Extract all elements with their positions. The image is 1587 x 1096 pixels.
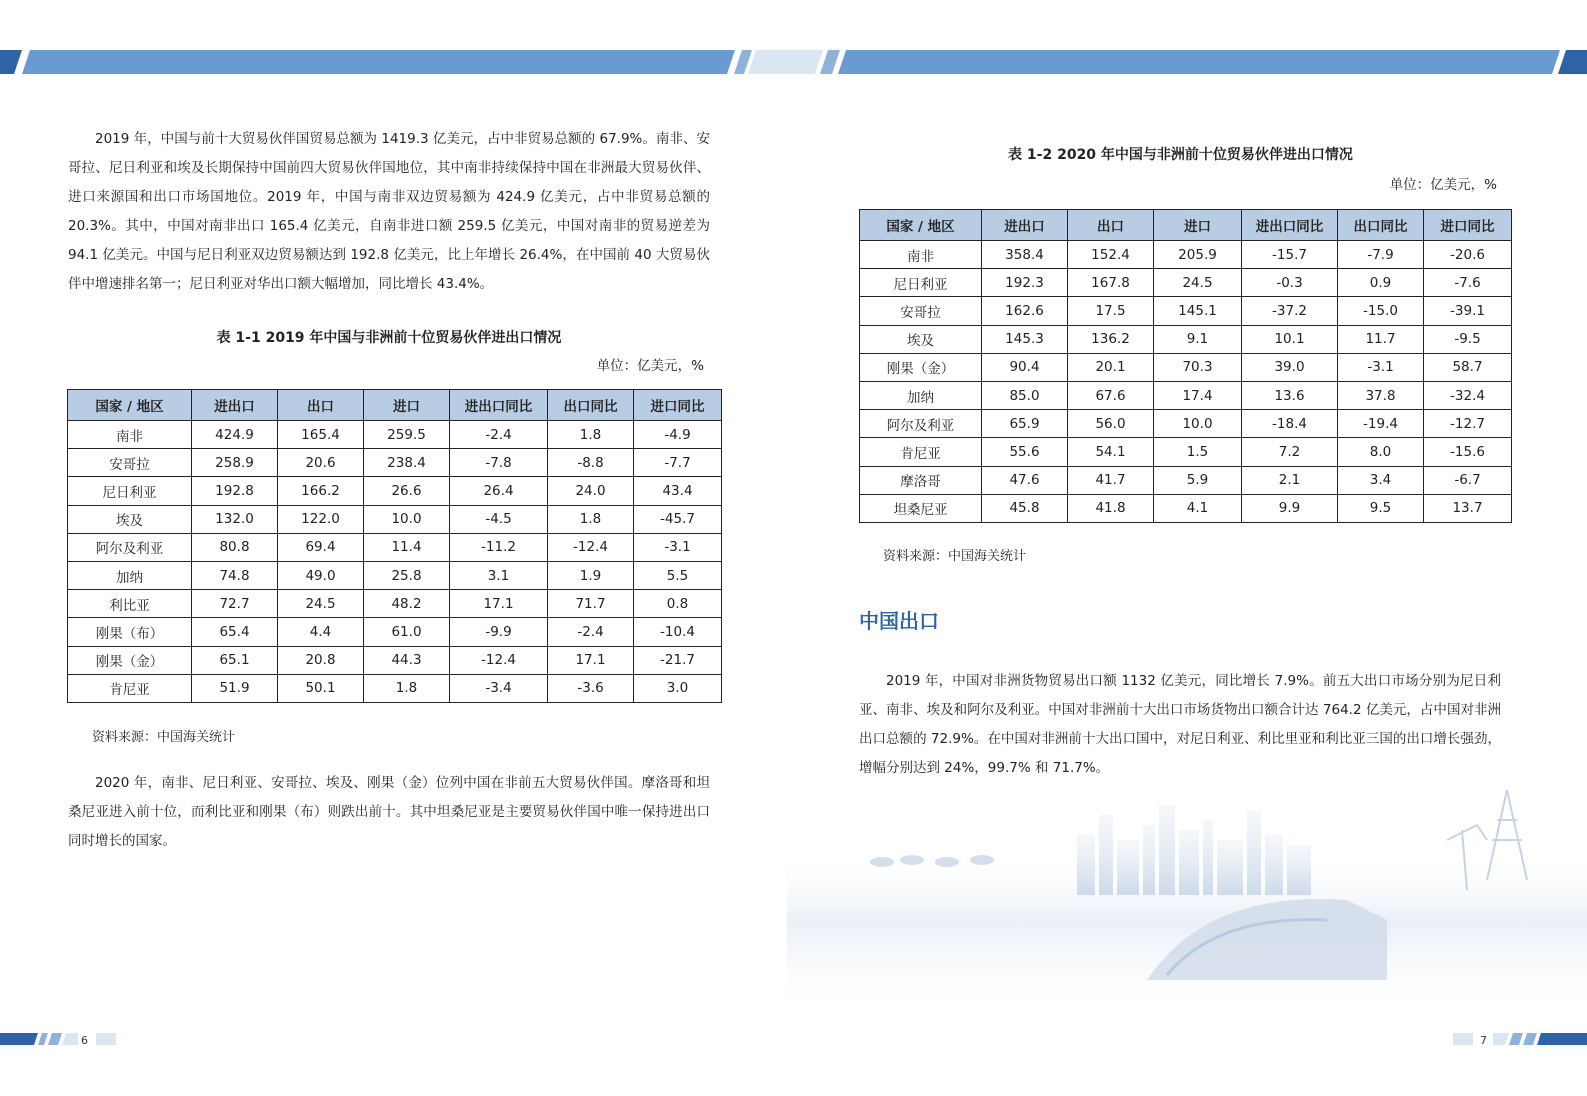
value-cell: 1.9 bbox=[548, 561, 634, 589]
value-cell: 8.0 bbox=[1338, 438, 1424, 466]
value-cell: 48.2 bbox=[364, 590, 450, 618]
table-row bbox=[68, 674, 722, 702]
country-cell: 安哥拉 bbox=[68, 449, 192, 477]
value-cell: 80.8 bbox=[192, 533, 278, 561]
value-cell: -32.4 bbox=[1424, 381, 1512, 409]
page-number-left: 6 bbox=[81, 1034, 88, 1047]
value-cell: 39.0 bbox=[1242, 353, 1338, 381]
value-cell: 259.5 bbox=[364, 421, 450, 449]
value-cell: -19.4 bbox=[1338, 410, 1424, 438]
value-cell: -4.5 bbox=[450, 505, 548, 533]
value-cell: 1.8 bbox=[548, 505, 634, 533]
value-cell: 90.4 bbox=[982, 353, 1068, 381]
value-cell: 136.2 bbox=[1068, 325, 1154, 353]
column-header: 进出口 bbox=[982, 210, 1068, 241]
value-cell: 51.9 bbox=[192, 674, 278, 702]
value-cell: 71.7 bbox=[548, 590, 634, 618]
country-cell: 肯尼亚 bbox=[68, 674, 192, 702]
table-header-row bbox=[68, 390, 722, 421]
value-cell: 145.3 bbox=[982, 325, 1068, 353]
value-cell: 56.0 bbox=[1068, 410, 1154, 438]
value-cell: -12.4 bbox=[450, 646, 548, 674]
value-cell: 24.5 bbox=[1154, 269, 1242, 297]
value-cell: 49.0 bbox=[278, 561, 364, 589]
value-cell: 166.2 bbox=[278, 477, 364, 505]
country-cell: 刚果（布） bbox=[68, 618, 192, 646]
value-cell: 0.8 bbox=[634, 590, 722, 618]
value-cell: -21.7 bbox=[634, 646, 722, 674]
value-cell: -11.2 bbox=[450, 533, 548, 561]
value-cell: -18.4 bbox=[1242, 410, 1338, 438]
value-cell: 54.1 bbox=[1068, 438, 1154, 466]
value-cell: -6.7 bbox=[1424, 466, 1512, 494]
value-cell: -3.1 bbox=[1338, 353, 1424, 381]
value-cell: 72.7 bbox=[192, 590, 278, 618]
value-cell: -3.4 bbox=[450, 674, 548, 702]
left-page bbox=[0, 0, 793, 1096]
table-row bbox=[68, 561, 722, 589]
value-cell: 17.1 bbox=[450, 590, 548, 618]
value-cell: 58.7 bbox=[1424, 353, 1512, 381]
country-cell: 南非 bbox=[68, 421, 192, 449]
table-1-2-unit: 单位：亿美元，% bbox=[1389, 177, 1497, 193]
table-1-1-caption: 表 1-1 2019 年中国与非洲前十位贸易伙伴进出口情况 bbox=[216, 330, 562, 346]
value-cell: 192.3 bbox=[982, 269, 1068, 297]
table-1-2-caption: 表 1-2 2020 年中国与非洲前十位贸易伙伴进出口情况 bbox=[1008, 147, 1353, 163]
table-row bbox=[860, 297, 1512, 325]
value-cell: 26.6 bbox=[364, 477, 450, 505]
value-cell: 65.9 bbox=[982, 410, 1068, 438]
value-cell: 162.6 bbox=[982, 297, 1068, 325]
value-cell: 9.5 bbox=[1338, 494, 1424, 522]
value-cell: 74.8 bbox=[192, 561, 278, 589]
column-header: 出口同比 bbox=[1338, 210, 1424, 241]
table-row bbox=[860, 410, 1512, 438]
value-cell: 17.4 bbox=[1154, 381, 1242, 409]
country-cell: 利比亚 bbox=[68, 590, 192, 618]
country-cell: 南非 bbox=[860, 241, 982, 269]
value-cell: 37.8 bbox=[1338, 381, 1424, 409]
table-row bbox=[68, 449, 722, 477]
country-cell: 刚果（金） bbox=[860, 353, 982, 381]
value-cell: 0.9 bbox=[1338, 269, 1424, 297]
table-row bbox=[860, 325, 1512, 353]
country-cell: 埃及 bbox=[860, 325, 982, 353]
value-cell: -9.5 bbox=[1424, 325, 1512, 353]
value-cell: 26.4 bbox=[450, 477, 548, 505]
value-cell: 10.0 bbox=[364, 505, 450, 533]
value-cell: 70.3 bbox=[1154, 353, 1242, 381]
value-cell: 61.0 bbox=[364, 618, 450, 646]
table-row bbox=[68, 477, 722, 505]
value-cell: 7.2 bbox=[1242, 438, 1338, 466]
table-row bbox=[68, 618, 722, 646]
value-cell: 205.9 bbox=[1154, 241, 1242, 269]
value-cell: -12.4 bbox=[548, 533, 634, 561]
value-cell: -9.9 bbox=[450, 618, 548, 646]
section-title-china-export: 中国出口 bbox=[859, 609, 939, 633]
right-page bbox=[793, 0, 1587, 1096]
value-cell: 5.5 bbox=[634, 561, 722, 589]
value-cell: -2.4 bbox=[450, 421, 548, 449]
intro-paragraph: 2019 年，中国与前十大贸易伙伴国贸易总额为 1419.3 亿美元，占中非贸易总额的 67.9%。南非、安哥拉、尼日利亚和埃及长期保持中国前四大贸易伙伴国地位，其中南非持续保持中国在非洲最大贸易伙伴、进口来源国和出口市场国地位。2019 年，中国与南非双边贸易额为 424.9 亿美元，占中非贸易总额的 20.3%。其中，中国对南非出口 165.4 亿美元，自南非进口额 259.5 亿美元，中国对南非的贸易逆差为 94.1 亿美元。中国与尼日利亚双边贸易额达到 192.8 亿美元，比上年增长 26.4%，在中国前 40 大贸易伙伴中增速排名第一；尼日利亚对华出口额大幅增加，同比增长 43.4%。 bbox=[68, 131, 710, 292]
paragraph-2020: 2020 年，南非、尼日利亚、安哥拉、埃及、刚果（金）位列中国在非前五大贸易伙伴国。摩洛哥和坦桑尼亚进入前十位，而利比亚和刚果（布）则跌出前十。其中坦桑尼亚是主要贸易伙伴国中唯一保持进出口同时增长的国家。 bbox=[68, 775, 710, 849]
value-cell: -7.8 bbox=[450, 449, 548, 477]
value-cell: -20.6 bbox=[1424, 241, 1512, 269]
table-row bbox=[68, 533, 722, 561]
value-cell: -39.1 bbox=[1424, 297, 1512, 325]
value-cell: -15.0 bbox=[1338, 297, 1424, 325]
table-row bbox=[68, 590, 722, 618]
table-1-1 bbox=[67, 389, 722, 703]
column-header: 国家 / 地区 bbox=[860, 210, 982, 241]
value-cell: 41.7 bbox=[1068, 466, 1154, 494]
table-1-2-source: 资料来源：中国海关统计 bbox=[883, 549, 1027, 564]
value-cell: 41.8 bbox=[1068, 494, 1154, 522]
value-cell: 238.4 bbox=[364, 449, 450, 477]
value-cell: 9.1 bbox=[1154, 325, 1242, 353]
table-row bbox=[860, 494, 1512, 522]
value-cell: 25.8 bbox=[364, 561, 450, 589]
value-cell: 4.1 bbox=[1154, 494, 1242, 522]
column-header: 出口 bbox=[278, 390, 364, 421]
country-cell: 加纳 bbox=[68, 561, 192, 589]
table-header-row bbox=[860, 210, 1512, 241]
table-row bbox=[860, 466, 1512, 494]
country-cell: 埃及 bbox=[68, 505, 192, 533]
table-row bbox=[68, 505, 722, 533]
column-header: 国家 / 地区 bbox=[68, 390, 192, 421]
value-cell: 17.1 bbox=[548, 646, 634, 674]
country-cell: 加纳 bbox=[860, 381, 982, 409]
value-cell: 85.0 bbox=[982, 381, 1068, 409]
value-cell: 4.4 bbox=[278, 618, 364, 646]
table-1-1-unit: 单位：亿美元，% bbox=[596, 358, 704, 374]
value-cell: 145.1 bbox=[1154, 297, 1242, 325]
country-cell: 坦桑尼亚 bbox=[860, 494, 982, 522]
value-cell: 44.3 bbox=[364, 646, 450, 674]
value-cell: 3.1 bbox=[450, 561, 548, 589]
country-cell: 尼日利亚 bbox=[860, 269, 982, 297]
country-cell: 肯尼亚 bbox=[860, 438, 982, 466]
column-header: 进口同比 bbox=[634, 390, 722, 421]
value-cell: -7.7 bbox=[634, 449, 722, 477]
column-header: 进口 bbox=[1154, 210, 1242, 241]
value-cell: 11.4 bbox=[364, 533, 450, 561]
value-cell: 258.9 bbox=[192, 449, 278, 477]
value-cell: 165.4 bbox=[278, 421, 364, 449]
column-header: 出口同比 bbox=[548, 390, 634, 421]
value-cell: 13.6 bbox=[1242, 381, 1338, 409]
value-cell: 152.4 bbox=[1068, 241, 1154, 269]
table-row bbox=[68, 646, 722, 674]
value-cell: 69.4 bbox=[278, 533, 364, 561]
column-header: 进口 bbox=[364, 390, 450, 421]
value-cell: -7.9 bbox=[1338, 241, 1424, 269]
table-1-2 bbox=[859, 209, 1512, 523]
value-cell: 65.4 bbox=[192, 618, 278, 646]
value-cell: 13.7 bbox=[1424, 494, 1512, 522]
value-cell: -12.7 bbox=[1424, 410, 1512, 438]
table-row bbox=[860, 381, 1512, 409]
value-cell: 1.8 bbox=[364, 674, 450, 702]
country-cell: 安哥拉 bbox=[860, 297, 982, 325]
value-cell: 67.6 bbox=[1068, 381, 1154, 409]
value-cell: 43.4 bbox=[634, 477, 722, 505]
value-cell: -37.2 bbox=[1242, 297, 1338, 325]
value-cell: 122.0 bbox=[278, 505, 364, 533]
country-cell: 阿尔及利亚 bbox=[68, 533, 192, 561]
value-cell: 50.1 bbox=[278, 674, 364, 702]
column-header: 进口同比 bbox=[1424, 210, 1512, 241]
value-cell: 167.8 bbox=[1068, 269, 1154, 297]
value-cell: 132.0 bbox=[192, 505, 278, 533]
value-cell: 20.6 bbox=[278, 449, 364, 477]
value-cell: 20.1 bbox=[1068, 353, 1154, 381]
column-header: 进出口 bbox=[192, 390, 278, 421]
table-row bbox=[860, 438, 1512, 466]
value-cell: 192.8 bbox=[192, 477, 278, 505]
value-cell: 3.0 bbox=[634, 674, 722, 702]
value-cell: -2.4 bbox=[548, 618, 634, 646]
column-header: 进出口同比 bbox=[450, 390, 548, 421]
value-cell: 47.6 bbox=[982, 466, 1068, 494]
value-cell: 424.9 bbox=[192, 421, 278, 449]
value-cell: 17.5 bbox=[1068, 297, 1154, 325]
value-cell: 1.5 bbox=[1154, 438, 1242, 466]
table-row bbox=[860, 269, 1512, 297]
value-cell: 10.1 bbox=[1242, 325, 1338, 353]
value-cell: 65.1 bbox=[192, 646, 278, 674]
value-cell: -15.7 bbox=[1242, 241, 1338, 269]
export-paragraph: 2019 年，中国对非洲货物贸易出口额 1132 亿美元，同比增长 7.9%。前五大出口市场分别为尼日利亚、南非、埃及和阿尔及利亚。中国对非洲前十大出口市场货物出口额合计达 764.2 亿美元，占中国对非洲出口总额的 72.9%。在中国对非洲前十大出口国中，对尼日利亚、利比里亚和利比亚三国的出口增长强劲，增幅分别达到 24%，99.7% 和 71.7%。 bbox=[859, 673, 1501, 776]
column-header: 进出口同比 bbox=[1242, 210, 1338, 241]
value-cell: 3.4 bbox=[1338, 466, 1424, 494]
column-header: 出口 bbox=[1068, 210, 1154, 241]
table-row bbox=[860, 241, 1512, 269]
table-row bbox=[68, 421, 722, 449]
value-cell: -0.3 bbox=[1242, 269, 1338, 297]
value-cell: 55.6 bbox=[982, 438, 1068, 466]
table-1-1-source: 资料来源：中国海关统计 bbox=[92, 730, 236, 745]
value-cell: 5.9 bbox=[1154, 466, 1242, 494]
value-cell: 45.8 bbox=[982, 494, 1068, 522]
value-cell: -8.8 bbox=[548, 449, 634, 477]
value-cell: -45.7 bbox=[634, 505, 722, 533]
country-cell: 刚果（金） bbox=[68, 646, 192, 674]
value-cell: 358.4 bbox=[982, 241, 1068, 269]
value-cell: 2.1 bbox=[1242, 466, 1338, 494]
country-cell: 摩洛哥 bbox=[860, 466, 982, 494]
value-cell: -15.6 bbox=[1424, 438, 1512, 466]
table-row bbox=[860, 353, 1512, 381]
value-cell: 11.7 bbox=[1338, 325, 1424, 353]
country-cell: 尼日利亚 bbox=[68, 477, 192, 505]
country-cell: 阿尔及利亚 bbox=[860, 410, 982, 438]
value-cell: -7.6 bbox=[1424, 269, 1512, 297]
value-cell: 1.8 bbox=[548, 421, 634, 449]
value-cell: 10.0 bbox=[1154, 410, 1242, 438]
value-cell: -4.9 bbox=[634, 421, 722, 449]
page-number-right: 7 bbox=[1480, 1034, 1487, 1047]
value-cell: -10.4 bbox=[634, 618, 722, 646]
value-cell: 9.9 bbox=[1242, 494, 1338, 522]
value-cell: -3.1 bbox=[634, 533, 722, 561]
value-cell: -3.6 bbox=[548, 674, 634, 702]
value-cell: 24.5 bbox=[278, 590, 364, 618]
value-cell: 20.8 bbox=[278, 646, 364, 674]
value-cell: 24.0 bbox=[548, 477, 634, 505]
